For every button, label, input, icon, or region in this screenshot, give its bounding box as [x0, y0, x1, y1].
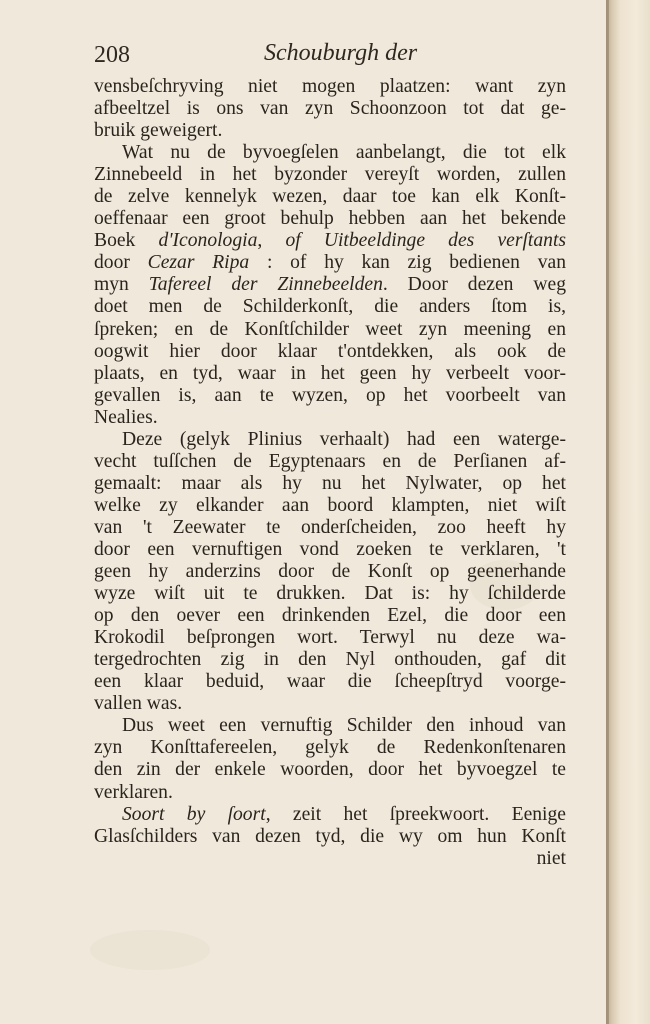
text-line: Krokodil beſprongen wort. Terwyl nu deze wa- [94, 627, 566, 649]
page-header [94, 40, 574, 74]
text-line [94, 274, 566, 296]
text-line: ſpreken; en de Konſtſchilder weet zyn meening en [94, 318, 566, 340]
text-line: Zinnebeeld in het byzonder vereyſt worden, zullen [94, 164, 566, 186]
catchword: niet [536, 847, 566, 869]
line-fragment: . Door dezen weg [382, 274, 566, 296]
author-name: Cezar Ripa [147, 252, 250, 274]
text-line: Nealies. [94, 406, 158, 428]
line-fragment: myn [94, 274, 149, 296]
body-text [94, 76, 566, 870]
text-line: plaats, en tyd, waar in het geen hy verbeelt voor- [94, 362, 566, 384]
page-edge [606, 0, 650, 1024]
line-fragment: Boek [94, 230, 159, 252]
text-line: gevallen is, aan te wyzen, op het voorbeelt van [94, 384, 566, 406]
text-line: den zin der enkele woorden, door het byvoegzel te [94, 759, 566, 781]
text-line: afbeeltzel is ons van zyn Schoonzoon tot dat ge- [94, 98, 566, 120]
text-line [94, 230, 566, 252]
running-head: Schouburgh der [264, 40, 418, 66]
text-line: vecht tuſſchen de Egyptenaars en de Perſianen af- [94, 450, 566, 472]
text-line: Glasſchilders van dezen tyd, die wy om hun Konſt [94, 825, 566, 847]
text-line: wyze wiſt uit te drukken. Dat is: hy ſchilderde [94, 583, 566, 605]
text-line: oeffenaar een groot behulp hebben aan het bekende [94, 208, 566, 230]
text-line: vallen was. [94, 693, 183, 715]
text-line: zyn Konſttafereelen, gelyk de Redenkonſtenaren [94, 737, 566, 759]
text-line: oogwit hier door klaar t'ontdekken, als ook de [94, 340, 566, 362]
line-fragment: door [94, 252, 148, 274]
line-fragment: , [257, 230, 286, 252]
text-line: op den oever een drinkenden Ezel, die door een [94, 605, 566, 627]
text-line: verklaren. [94, 781, 173, 803]
text-line: geen hy anderzins door de Konſt op geenerhande [94, 561, 566, 583]
book-title: of Uitbeeldinge des verſtants [285, 230, 567, 252]
text-line: bruik geweigert. [94, 120, 223, 142]
text-line: doet men de Schilderkonſt, die anders ſtom is, [94, 296, 566, 318]
page-number: 208 [94, 42, 130, 68]
text-line: Wat nu de byvoegſelen aanbelangt, die tot elk [122, 142, 566, 164]
proverb: Soort by ſoort [122, 803, 266, 825]
text-line: een klaar beduid, waar die ſcheepſtryd voorge- [94, 671, 566, 693]
text-line: van 't Zeewater te onderſcheiden, zoo heeft hy [94, 516, 566, 538]
line-fragment: , zeit het ſpreekwoort. Eenige [265, 803, 566, 825]
binding-shadow [606, 0, 609, 1024]
text-line: gemaalt: maar als hy nu het Nylwater, op het [94, 472, 566, 494]
book-title: d'Iconologia [158, 230, 258, 252]
book-title: Tafereel der Zinnebeelden [148, 274, 383, 296]
text-line [94, 252, 566, 274]
line-fragment: : of hy kan zig bedienen van [249, 252, 566, 274]
text-line: door een vernuftigen vond zoeken te verklaren, 't [94, 538, 566, 560]
text-line: Deze (gelyk Plinius verhaalt) had een waterge- [122, 428, 566, 450]
text-line: welke zy elkander aan boord klampten, niet wiſt [94, 494, 566, 516]
text-line: Dus weet een vernuftig Schilder den inhoud van [122, 715, 566, 737]
text-line: vensbeſchryving niet mogen plaatzen: want zyn [94, 76, 566, 97]
text-line: de zelve kennelyk wezen, daar toe kan elk Konſt- [94, 186, 566, 208]
text-line: tergedrochten zig in den Nyl onthouden, gaf dit [94, 649, 566, 671]
text-line [94, 804, 566, 826]
